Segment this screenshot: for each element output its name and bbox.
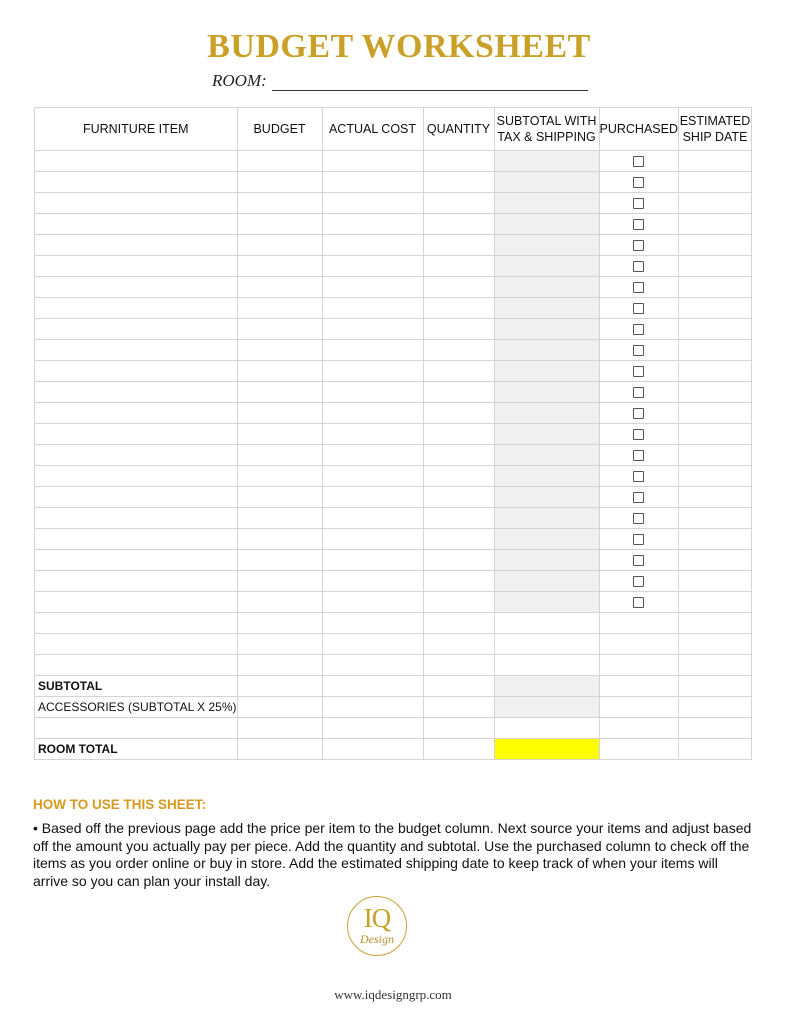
budget-cell[interactable] (237, 592, 322, 613)
purchased-cell[interactable] (599, 151, 679, 172)
ship-date-cell[interactable] (679, 277, 752, 298)
actual-cost-cell[interactable] (322, 508, 423, 529)
purchased-cell[interactable] (599, 172, 679, 193)
ship-date-cell[interactable] (679, 424, 752, 445)
furniture-item-cell[interactable] (35, 466, 238, 487)
actual-cost-cell[interactable] (322, 214, 423, 235)
subtotal-cell[interactable] (494, 151, 599, 172)
table-row (35, 151, 752, 172)
quantity-cell[interactable] (423, 697, 494, 718)
subtotal-cell[interactable] (494, 466, 599, 487)
purchased-cell[interactable] (599, 613, 679, 634)
actual-cost-cell[interactable] (322, 613, 423, 634)
table-row (35, 466, 752, 487)
ship-date-cell[interactable] (679, 718, 752, 739)
ship-date-cell[interactable] (679, 193, 752, 214)
quantity-cell[interactable] (423, 193, 494, 214)
table-row (35, 655, 752, 676)
ship-date-cell[interactable] (679, 592, 752, 613)
ship-date-cell[interactable] (679, 739, 752, 760)
purchased-checkbox[interactable] (633, 282, 644, 293)
quantity-cell[interactable] (423, 172, 494, 193)
purchased-checkbox[interactable] (633, 429, 644, 440)
purchased-checkbox[interactable] (633, 177, 644, 188)
purchased-cell[interactable] (599, 739, 679, 760)
quantity-cell[interactable] (423, 382, 494, 403)
ship-date-cell[interactable] (679, 634, 752, 655)
furniture-item-cell[interactable] (35, 172, 238, 193)
table-row (35, 424, 752, 445)
purchased-checkbox[interactable] (633, 324, 644, 335)
quantity-cell[interactable] (423, 634, 494, 655)
purchased-cell[interactable] (599, 697, 679, 718)
ship-date-cell[interactable] (679, 487, 752, 508)
subtotal-cell[interactable] (494, 718, 599, 739)
budget-cell[interactable] (237, 151, 322, 172)
subtotal-cell[interactable] (494, 529, 599, 550)
subtotal-cell[interactable] (494, 571, 599, 592)
actual-cost-cell[interactable] (322, 256, 423, 277)
quantity-cell[interactable] (423, 424, 494, 445)
header-quantity: QUANTITY (423, 108, 494, 151)
budget-cell[interactable] (237, 235, 322, 256)
logo-mark: IQ (363, 903, 391, 933)
purchased-checkbox[interactable] (633, 198, 644, 209)
budget-cell[interactable] (237, 697, 322, 718)
subtotal-cell[interactable] (494, 445, 599, 466)
furniture-item-cell[interactable] (35, 424, 238, 445)
table-row (35, 571, 752, 592)
subtotal-cell[interactable] (494, 319, 599, 340)
actual-cost-cell[interactable] (322, 319, 423, 340)
quantity-cell[interactable] (423, 214, 494, 235)
subtotal-cell[interactable] (494, 172, 599, 193)
ship-date-cell[interactable] (679, 529, 752, 550)
purchased-checkbox[interactable] (633, 156, 644, 167)
table-row (35, 529, 752, 550)
actual-cost-cell[interactable] (322, 193, 423, 214)
ship-date-cell[interactable] (679, 214, 752, 235)
purchased-checkbox[interactable] (633, 408, 644, 419)
purchased-cell[interactable] (599, 676, 679, 697)
purchased-checkbox[interactable] (633, 450, 644, 461)
table-body (35, 151, 752, 760)
ship-date-cell[interactable] (679, 361, 752, 382)
purchased-cell[interactable] (599, 508, 679, 529)
table-row (35, 361, 752, 382)
purchased-cell[interactable] (599, 550, 679, 571)
purchased-checkbox[interactable] (633, 513, 644, 524)
ship-date-cell[interactable] (679, 697, 752, 718)
header-ship-date: ESTIMATED SHIP DATE (679, 108, 752, 151)
budget-cell[interactable] (237, 739, 322, 760)
table-row (35, 319, 752, 340)
purchased-cell[interactable] (599, 193, 679, 214)
purchased-checkbox[interactable] (633, 366, 644, 377)
budget-cell[interactable] (237, 613, 322, 634)
subtotal-cell[interactable] (494, 550, 599, 571)
budget-cell[interactable] (237, 655, 322, 676)
furniture-item-cell[interactable] (35, 655, 238, 676)
budget-cell[interactable] (237, 424, 322, 445)
subtotal-cell[interactable] (494, 340, 599, 361)
ship-date-cell[interactable] (679, 403, 752, 424)
ship-date-cell[interactable] (679, 613, 752, 634)
header-furniture-item: FURNITURE ITEM (35, 108, 238, 151)
purchased-cell[interactable] (599, 235, 679, 256)
subtotal-cell[interactable] (494, 697, 599, 718)
purchased-cell[interactable] (599, 361, 679, 382)
purchased-checkbox[interactable] (633, 492, 644, 503)
budget-cell[interactable] (237, 571, 322, 592)
subtotal-cell[interactable] (494, 634, 599, 655)
purchased-checkbox[interactable] (633, 576, 644, 587)
header-budget: BUDGET (237, 108, 322, 151)
purchased-checkbox[interactable] (633, 555, 644, 566)
ship-date-cell[interactable] (679, 151, 752, 172)
table-row (35, 382, 752, 403)
ship-date-cell[interactable] (679, 340, 752, 361)
purchased-checkbox[interactable] (633, 597, 644, 608)
header-actual-cost: ACTUAL COST (322, 108, 423, 151)
ship-date-cell[interactable] (679, 655, 752, 676)
furniture-item-cell[interactable] (35, 550, 238, 571)
quantity-cell[interactable] (423, 676, 494, 697)
budget-cell[interactable] (237, 193, 322, 214)
budget-cell[interactable] (237, 319, 322, 340)
furniture-item-cell[interactable] (35, 634, 238, 655)
furniture-item-cell[interactable] (35, 193, 238, 214)
purchased-cell[interactable] (599, 214, 679, 235)
quantity-cell[interactable] (423, 151, 494, 172)
budget-cell[interactable] (237, 403, 322, 424)
actual-cost-cell[interactable] (322, 172, 423, 193)
table-row (35, 256, 752, 277)
purchased-checkbox[interactable] (633, 303, 644, 314)
actual-cost-cell[interactable] (322, 529, 423, 550)
actual-cost-cell[interactable] (322, 739, 423, 760)
actual-cost-cell[interactable] (322, 298, 423, 319)
actual-cost-cell[interactable] (322, 424, 423, 445)
subtotal-cell[interactable] (494, 382, 599, 403)
room-total-row-label: ROOM TOTAL (35, 739, 238, 760)
website-url: www.iqdesigngrp.com (334, 987, 452, 1002)
subtotal-cell[interactable] (494, 256, 599, 277)
table-row (35, 340, 752, 361)
purchased-cell[interactable] (599, 319, 679, 340)
subtotal-cell[interactable] (494, 739, 599, 760)
purchased-checkbox[interactable] (633, 261, 644, 272)
subtotal-cell[interactable] (494, 655, 599, 676)
quantity-cell[interactable] (423, 508, 494, 529)
table-row (35, 235, 752, 256)
quantity-cell[interactable] (423, 340, 494, 361)
table-row (35, 277, 752, 298)
subtotal-cell[interactable] (494, 487, 599, 508)
furniture-item-cell[interactable] (35, 508, 238, 529)
accessories-row-label: ACCESSORIES (SUBTOTAL X 25%) (35, 697, 238, 718)
furniture-item-cell[interactable] (35, 571, 238, 592)
purchased-cell[interactable] (599, 571, 679, 592)
ship-date-cell[interactable] (679, 550, 752, 571)
quantity-cell[interactable] (423, 718, 494, 739)
furniture-item-cell[interactable] (35, 151, 238, 172)
subtotal-cell[interactable] (494, 361, 599, 382)
spacer-row (35, 718, 752, 739)
quantity-cell[interactable] (423, 256, 494, 277)
actual-cost-cell[interactable] (322, 550, 423, 571)
budget-cell[interactable] (237, 529, 322, 550)
purchased-checkbox[interactable] (633, 534, 644, 545)
ship-date-cell[interactable] (679, 676, 752, 697)
table-row (35, 172, 752, 193)
budget-table (34, 107, 752, 760)
purchased-cell[interactable] (599, 592, 679, 613)
budget-cell[interactable] (237, 340, 322, 361)
budget-cell[interactable] (237, 634, 322, 655)
room-underline (272, 90, 588, 91)
furniture-item-cell[interactable] (35, 403, 238, 424)
quantity-cell[interactable] (423, 613, 494, 634)
budget-cell[interactable] (237, 172, 322, 193)
furniture-item-cell[interactable] (35, 487, 238, 508)
quantity-cell[interactable] (423, 319, 494, 340)
actual-cost-cell[interactable] (322, 634, 423, 655)
table-row (35, 403, 752, 424)
purchased-cell[interactable] (599, 655, 679, 676)
quantity-cell[interactable] (423, 361, 494, 382)
ship-date-cell[interactable] (679, 508, 752, 529)
purchased-cell[interactable] (599, 634, 679, 655)
budget-cell[interactable] (237, 445, 322, 466)
subtotal-cell[interactable] (494, 592, 599, 613)
quantity-cell[interactable] (423, 487, 494, 508)
iq-design-logo (347, 896, 407, 956)
header-subtotal: SUBTOTAL WITH TAX & SHIPPING (494, 108, 599, 151)
purchased-cell[interactable] (599, 382, 679, 403)
actual-cost-cell[interactable] (322, 361, 423, 382)
subtotal-cell[interactable] (494, 193, 599, 214)
actual-cost-cell[interactable] (322, 466, 423, 487)
furniture-item-cell[interactable] (35, 235, 238, 256)
ship-date-cell[interactable] (679, 235, 752, 256)
actual-cost-cell[interactable] (322, 382, 423, 403)
budget-cell[interactable] (237, 277, 322, 298)
budget-cell[interactable] (237, 214, 322, 235)
furniture-item-cell[interactable] (35, 340, 238, 361)
purchased-cell[interactable] (599, 466, 679, 487)
furniture-item-cell[interactable] (35, 319, 238, 340)
table-row (35, 634, 752, 655)
subtotal-cell[interactable] (494, 214, 599, 235)
actual-cost-cell[interactable] (322, 340, 423, 361)
quantity-cell[interactable] (423, 277, 494, 298)
howto-title: HOW TO USE THIS SHEET: (33, 797, 207, 812)
subtotal-cell[interactable] (494, 508, 599, 529)
quantity-cell[interactable] (423, 235, 494, 256)
actual-cost-cell[interactable] (322, 718, 423, 739)
ship-date-cell[interactable] (679, 382, 752, 403)
furniture-item-cell[interactable] (35, 592, 238, 613)
room-label: ROOM: (212, 71, 267, 90)
table-row (35, 487, 752, 508)
budget-cell[interactable] (237, 361, 322, 382)
actual-cost-cell[interactable] (322, 487, 423, 508)
quantity-cell[interactable] (423, 403, 494, 424)
quantity-cell[interactable] (423, 529, 494, 550)
quantity-cell[interactable] (423, 571, 494, 592)
actual-cost-cell[interactable] (322, 592, 423, 613)
logo-word: Design (360, 932, 394, 946)
actual-cost-cell[interactable] (322, 235, 423, 256)
purchased-cell[interactable] (599, 487, 679, 508)
furniture-item-cell[interactable] (35, 361, 238, 382)
table-row (35, 445, 752, 466)
ship-date-cell[interactable] (679, 298, 752, 319)
subtotal-row-label: SUBTOTAL (35, 676, 238, 697)
furniture-item-cell[interactable] (35, 256, 238, 277)
actual-cost-cell[interactable] (322, 697, 423, 718)
actual-cost-cell[interactable] (322, 445, 423, 466)
budget-cell[interactable] (237, 466, 322, 487)
header-purchased: PURCHASED (599, 108, 679, 151)
budget-cell[interactable] (237, 298, 322, 319)
quantity-cell[interactable] (423, 550, 494, 571)
furniture-item-cell[interactable] (35, 298, 238, 319)
subtotal-cell[interactable] (494, 235, 599, 256)
budget-cell[interactable] (237, 256, 322, 277)
budget-cell[interactable] (237, 508, 322, 529)
table-row (35, 214, 752, 235)
budget-cell[interactable] (237, 487, 322, 508)
spacer-row-label (35, 718, 238, 739)
purchased-cell[interactable] (599, 445, 679, 466)
room-field[interactable] (212, 71, 592, 95)
ship-date-cell[interactable] (679, 319, 752, 340)
purchased-checkbox[interactable] (633, 471, 644, 482)
quantity-cell[interactable] (423, 445, 494, 466)
header-row (35, 108, 752, 151)
table-row (35, 193, 752, 214)
table-row (35, 592, 752, 613)
subtotal-cell[interactable] (494, 298, 599, 319)
furniture-item-cell[interactable] (35, 277, 238, 298)
purchased-cell[interactable] (599, 529, 679, 550)
furniture-item-cell[interactable] (35, 529, 238, 550)
purchased-checkbox[interactable] (633, 387, 644, 398)
table-row (35, 613, 752, 634)
purchased-checkbox[interactable] (633, 345, 644, 356)
actual-cost-cell[interactable] (322, 403, 423, 424)
actual-cost-cell[interactable] (322, 655, 423, 676)
purchased-cell[interactable] (599, 340, 679, 361)
table-row (35, 550, 752, 571)
purchased-cell[interactable] (599, 403, 679, 424)
subtotal-cell[interactable] (494, 424, 599, 445)
subtotal-cell[interactable] (494, 613, 599, 634)
table-row (35, 298, 752, 319)
budget-cell[interactable] (237, 382, 322, 403)
purchased-cell[interactable] (599, 298, 679, 319)
ship-date-cell[interactable] (679, 445, 752, 466)
budget-cell[interactable] (237, 676, 322, 697)
subtotal-cell[interactable] (494, 676, 599, 697)
ship-date-cell[interactable] (679, 466, 752, 487)
budget-cell[interactable] (237, 718, 322, 739)
furniture-item-cell[interactable] (35, 382, 238, 403)
subtotal-cell[interactable] (494, 277, 599, 298)
accessories-row (35, 697, 752, 718)
table-row (35, 508, 752, 529)
ship-date-cell[interactable] (679, 571, 752, 592)
actual-cost-cell[interactable] (322, 277, 423, 298)
purchased-cell[interactable] (599, 718, 679, 739)
furniture-item-cell[interactable] (35, 445, 238, 466)
quantity-cell[interactable] (423, 298, 494, 319)
quantity-cell[interactable] (423, 739, 494, 760)
page-title: BUDGET WORKSHEET (207, 28, 591, 65)
howto-text: • Based off the previous page add the price per item to the budget column. Next source your items and adjust based off the amount you actually pay per piece. Add the quantity and subtotal. Use the purchased column to check off the items as you order online or buy in store. Add the estimated shipping date to keep track of when your items will arrive so you can plan your install day. (33, 820, 752, 889)
actual-cost-cell[interactable] (322, 151, 423, 172)
ship-date-cell[interactable] (679, 256, 752, 277)
subtotal-row (35, 676, 752, 697)
purchased-checkbox[interactable] (633, 240, 644, 251)
purchased-checkbox[interactable] (633, 219, 644, 230)
quantity-cell[interactable] (423, 655, 494, 676)
furniture-item-cell[interactable] (35, 214, 238, 235)
quantity-cell[interactable] (423, 592, 494, 613)
furniture-item-cell[interactable] (35, 613, 238, 634)
actual-cost-cell[interactable] (322, 571, 423, 592)
ship-date-cell[interactable] (679, 172, 752, 193)
subtotal-cell[interactable] (494, 403, 599, 424)
budget-cell[interactable] (237, 550, 322, 571)
room-total-row (35, 739, 752, 760)
purchased-cell[interactable] (599, 256, 679, 277)
purchased-cell[interactable] (599, 424, 679, 445)
actual-cost-cell[interactable] (322, 676, 423, 697)
quantity-cell[interactable] (423, 466, 494, 487)
purchased-cell[interactable] (599, 277, 679, 298)
